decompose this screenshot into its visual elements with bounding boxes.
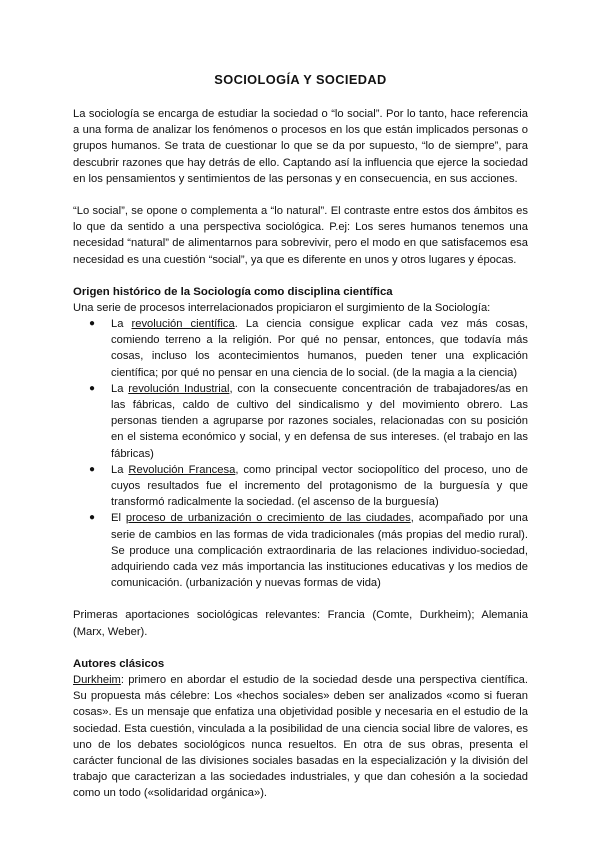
section-origin-lead: Una serie de procesos interrelacionados propiciaron el surgimiento de la Sociología:	[73, 301, 491, 314]
list-item	[89, 510, 528, 591]
list-item-text: , acompañado por una serie de cambios en las formas de vida tradicionales (más propias del medio rural). Se produce una complicación extraordinaria de las relaciones individuo-sociedad, adquiriendo cada vez más importancia las instituciones educativas y los medios de comunicación. (urbanización y nuevas formas de vida)	[111, 512, 528, 590]
list-item-prefix: La	[111, 463, 129, 476]
list-item-term: revolución científica	[131, 318, 235, 331]
process-list	[73, 316, 528, 591]
list-item-text: . La ciencia consigue explicar cada vez más cosas, comiendo terreno a la religión. Por qué no pensar, entonces, que todavía más cosas, incluso los acontecimientos humanos, pueden tener una explicación científica; por qué no pensar en una ciencia de lo social. (de la magia a la ciencia)	[111, 318, 528, 379]
list-item-prefix: El	[111, 512, 126, 525]
intro-paragraph-1: La sociología se encarga de estudiar la sociedad o “lo social”. Por lo tanto, hace referencia a una forma de analizar los fenómenos o procesos en los que están implicados personas o grupos humanos. Se trata de cuestionar lo que se da por supuesto, “lo de siempre”, para descubrir razones que hay detrás de ello. Captando así la influencia que ejerce la sociedad en los pensamientos y sentimientos de las personas y en consecuencia, en sus acciones.	[73, 108, 528, 185]
bullet-icon: ●	[89, 463, 96, 475]
list-item-prefix: La	[111, 382, 129, 395]
list-item-term: Revolución Francesa	[128, 463, 236, 476]
bullet-icon: ●	[89, 318, 96, 330]
author-name: Durkheim	[73, 673, 121, 686]
list-item-term: revolución Industrial	[128, 382, 230, 395]
section-heading-origin: Origen histórico de la Sociología como disciplina científica	[73, 285, 393, 298]
list-item-text: , con la consecuente concentración de trabajadores/as en las fábricas, caldo de cultivo del sindicalismo y del movimiento obrero. Las personas tienden a agruparse por razones sociales, relacionadas con su posición en el sistema económico y social, y en defensa de sus intereses. (el trabajo en las fábricas)	[111, 382, 529, 460]
intro-paragraph-2: “Lo social”, se opone o complementa a “lo natural”. El contraste entre estos dos ámbitos es lo que da sentido a una perspectiva sociológica. P.ej: Los seres humanos tenemos una necesidad “natural” de alimentarnos para sobrevivir, pero el modo en que satisfacemos esa necesidad es una cuestión “social”, ya que es diferente en unos y otros lugares y épocas.	[73, 205, 528, 266]
document-page	[73, 72, 528, 802]
bullet-icon: ●	[89, 512, 96, 524]
list-item	[89, 316, 528, 381]
author-paragraph-durkheim	[73, 672, 528, 802]
list-item	[89, 381, 529, 462]
section-heading-authors: Autores clásicos	[73, 657, 165, 670]
list-item-term: proceso de urbanización o crecimiento de las ciudades	[125, 512, 411, 525]
bullet-icon: ●	[89, 382, 96, 394]
list-item	[89, 462, 528, 511]
document-title: SOCIOLOGÍA Y SOCIEDAD	[214, 72, 387, 87]
author-text: : primero en abordar el estudio de la sociedad desde una perspectiva científica. Su propuesta más célebre: Los «hechos sociales» deben ser analizados «como si fueran cosas». Es un mensaje que enfatiza una objetividad posible y necesaria en el estudio de la sociedad. Esta cuestión, vinculada a la posibilidad de una ciencia social libre de valores, es uno de los debates sociológicos nunca resueltos. En otra de sus obras, presenta el carácter funcional de las divisiones sociales basadas en la especialización y la división del trabajo que caracterizan a las sociedades industriales, y que dan cohesión a la sociedad como un todo («solidaridad orgánica»).	[73, 673, 528, 800]
list-item-prefix: La	[111, 318, 132, 331]
list-item-text: , como principal vector sociopolítico del proceso, uno de cuyos resultados fue el incremento del protagonismo de la burguesía y que transformó radicalmente la sociedad. (el ascenso de la burguesía)	[111, 463, 528, 509]
section-origin-closing: Primeras aportaciones sociológicas relevantes: Francia (Comte, Durkheim); Alemania (Marx, Weber).	[73, 609, 528, 638]
